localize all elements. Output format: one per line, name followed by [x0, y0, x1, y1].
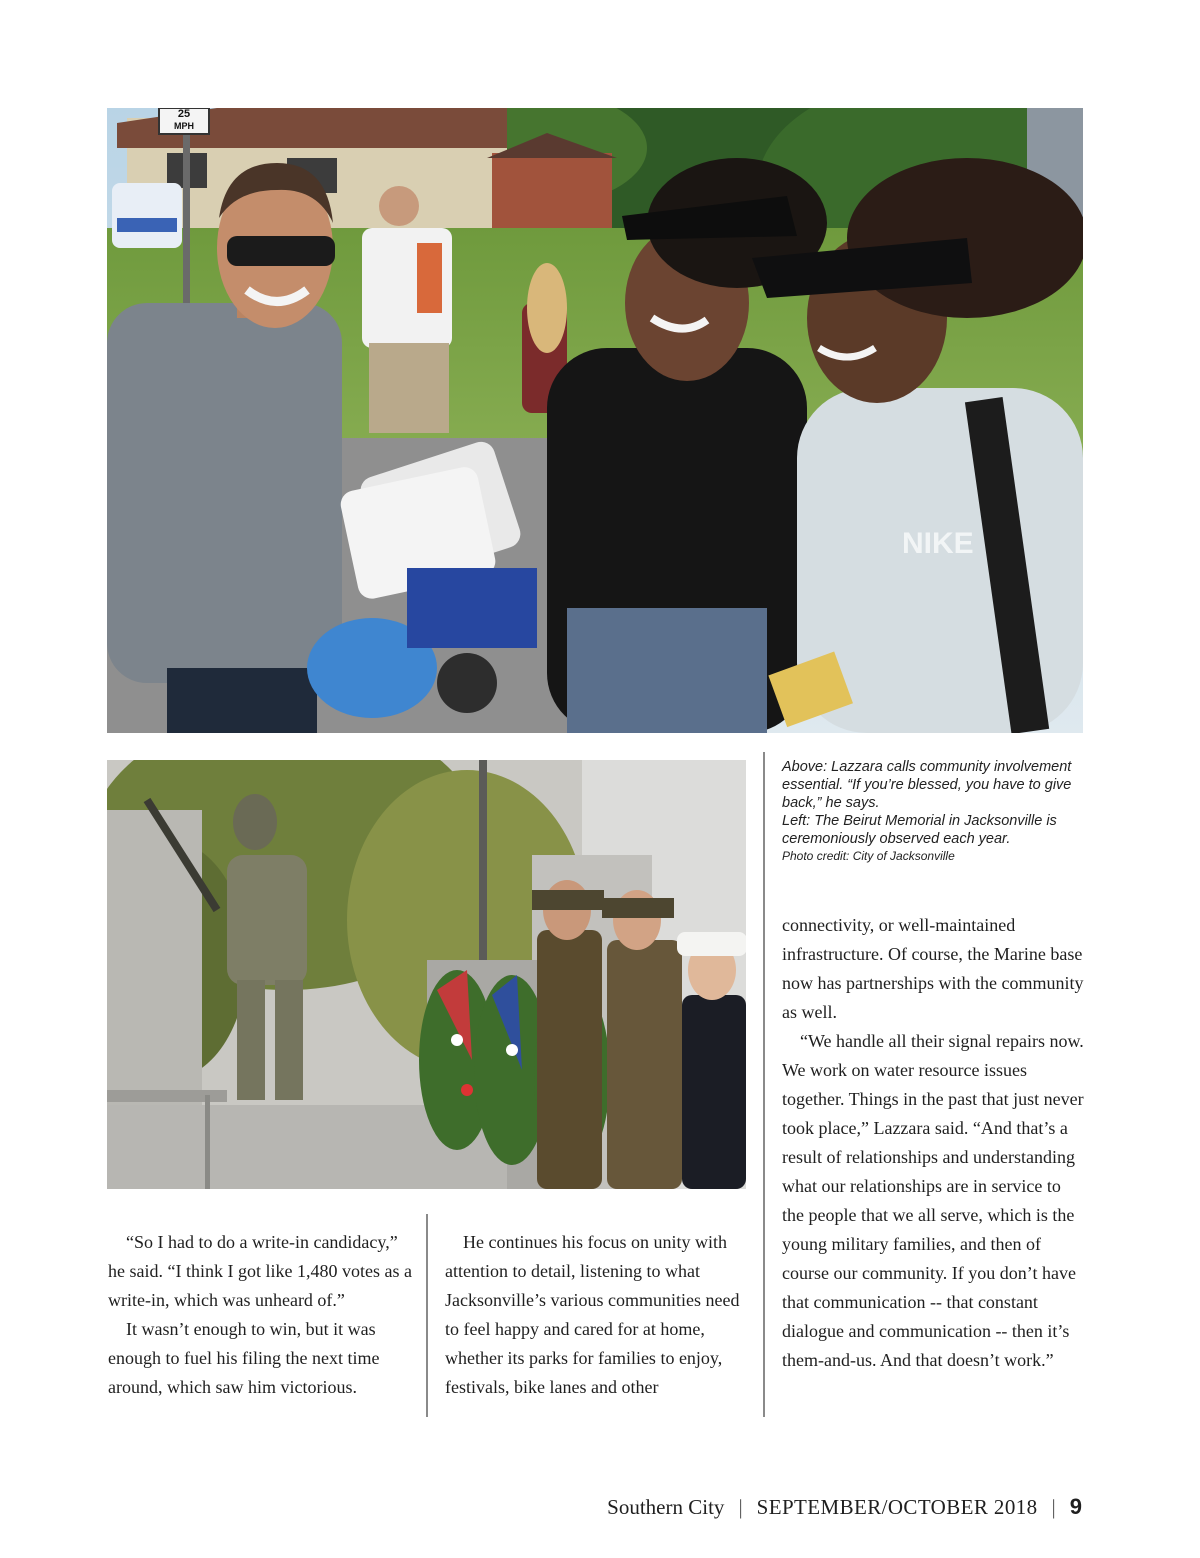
column-divider	[426, 1214, 428, 1417]
photo-credit: Photo credit: City of Jacksonville	[782, 849, 955, 863]
caption-above: Above: Lazzara calls community involvement essential. “If you’re blessed, you have to give back,” he says.	[782, 759, 1072, 811]
page-footer	[607, 1494, 1082, 1520]
paragraph: connectivity, or well-maintained infrastructure. Of course, the Marine base now has partnerships with the community as well.	[782, 915, 1084, 1022]
sign-unit: MPH	[174, 121, 194, 131]
caption-left: Left: The Beirut Memorial in Jacksonville is ceremoniously observed each year.	[782, 813, 1057, 847]
sign-speed: 25	[177, 108, 191, 120]
photo-community-event	[107, 108, 1083, 733]
paragraph: “We handle all their signal repairs now. We work on water resource issues together. Things in the past that just never took place,” Lazzara said. “And that’s a result of relationships and understanding what our relationships are in service to the people that we all serve, which is the young military families, and then of course our community. If you don’t have that communication -- that constant dialogue and communication -- then it’s them-and-us. And that doesn’t work.”	[782, 1031, 1084, 1370]
photo-beirut-memorial	[107, 760, 746, 1189]
footer-separator: |	[1051, 1494, 1056, 1519]
publication-name: Southern City	[607, 1494, 725, 1519]
column-divider	[763, 752, 765, 1417]
paragraph: “So I had to do a write-in candidacy,” he said. “I think I got like 1,480 votes as a write-in, which was unheard of.”	[108, 1232, 412, 1310]
shirt-logo-text: NIKE	[902, 527, 974, 560]
photo-caption	[782, 758, 1092, 865]
article-column-3	[782, 911, 1087, 1375]
footer-separator: |	[738, 1494, 743, 1519]
paragraph: He continues his focus on unity with attention to detail, listening to what Jacksonville’s various communities need to feel happy and cared for at home, whether its parks for families to enjoy, festivals, bike lanes and other	[445, 1232, 740, 1397]
article-column-2	[445, 1228, 750, 1402]
paragraph: It wasn’t enough to win, but it was enough to fuel his filing the next time around, which saw him victorious.	[108, 1319, 380, 1397]
issue-date: SEPTEMBER/OCTOBER 2018	[756, 1494, 1038, 1519]
page-number: 9	[1069, 1494, 1082, 1519]
article-column-1	[108, 1228, 413, 1402]
